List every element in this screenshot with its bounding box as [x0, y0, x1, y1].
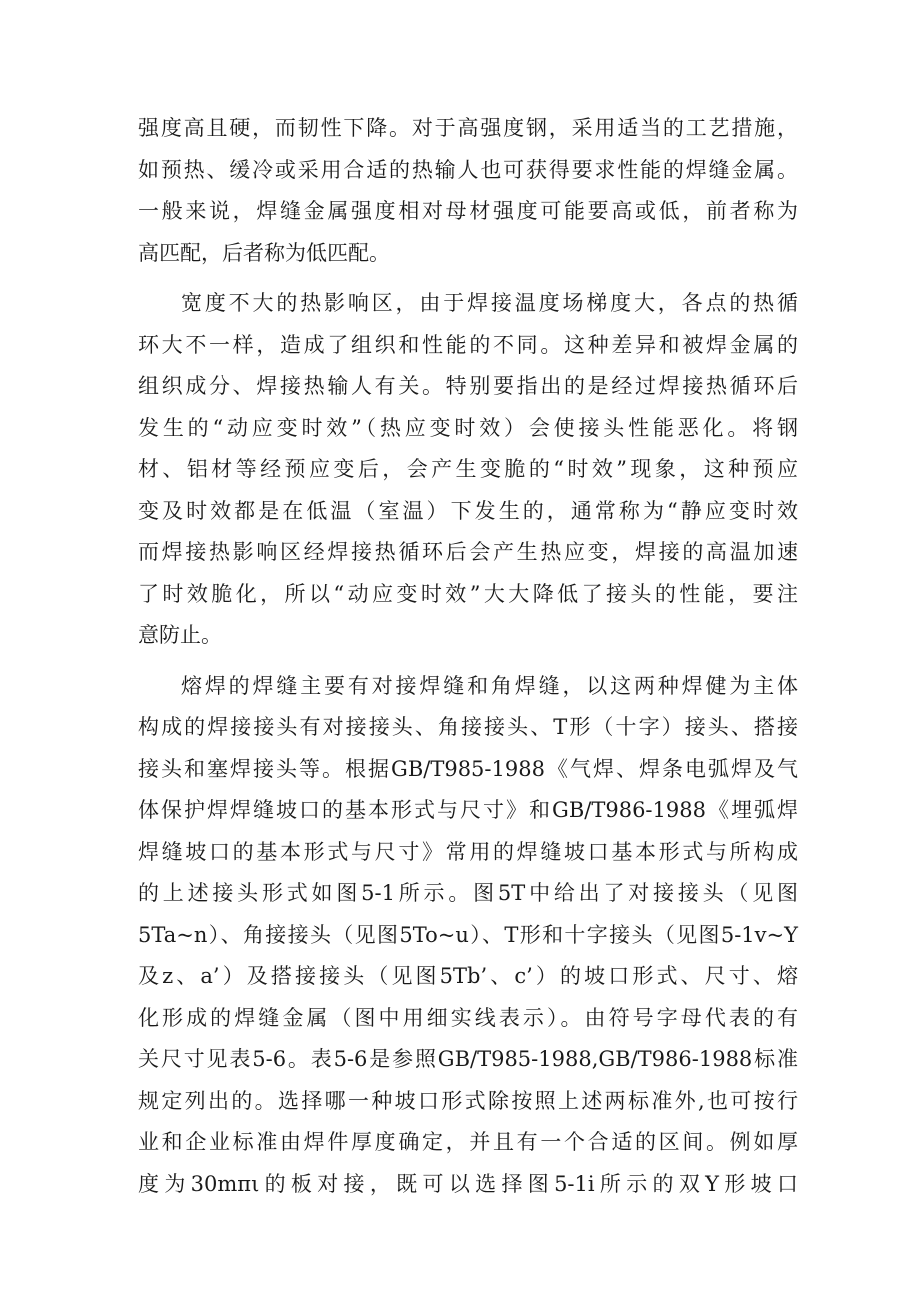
text-line: 高匹配，后者称为低匹配。: [138, 240, 390, 265]
text-line: 焊缝坡口的基本形式与尺寸》常用的焊缝坡口基本形式与所构成: [138, 839, 798, 864]
text-line: 了时效脆化，所以“动应变时效”大大降低了接头的性能，要注: [138, 581, 798, 606]
text-line: 组织成分、焊接热输人有关。特别要指出的是经过焊接热循环后: [138, 374, 798, 398]
text-line: 一般来说，焊缝金属强度相对母材强度可能要高或低，前者称为: [138, 199, 798, 223]
body-text: [138, 108, 798, 1205]
text-line: 规定列出的。选择哪一种坡口形式除按照上述两标准外,也可按行: [138, 1088, 798, 1113]
text-line: 发生的“动应变时效”（热应变时效）会使接头性能恶化。将钢: [138, 415, 798, 440]
text-line: 度为30mπι的板对接，既可以选择图5-1i所示的双Y形坡口: [138, 1171, 798, 1196]
paragraph-1: [138, 108, 798, 274]
text-line: 熔焊的焊缝主要有对接焊缝和角焊缝，以这两种焊健为主体: [181, 673, 798, 698]
text-line: 意防止。: [138, 623, 222, 647]
text-line: 5Ta~n）、角接接头（见图5To~u）、T形和十字接头（见图5-1v~Y: [138, 922, 798, 947]
text-line: 关尺寸见表5-6。表5-6是参照GB/T985-1988,GB/T986-1988标准: [138, 1047, 798, 1071]
text-line: 如预热、缓冷或采用合适的热输人也可获得要求性能的焊缝金属。: [138, 157, 798, 182]
text-line: 化形成的焊缝金属（图中用细实线表示）。由符号字母代表的有: [138, 1005, 798, 1030]
paragraph-gap: [138, 274, 798, 283]
text-line: 材、铝材等经预应变后，会产生变脆的“时效”现象，这种预应: [138, 457, 798, 481]
paragraph-gap: [138, 657, 798, 666]
text-line: 构成的焊接接头有对接接头、角接接头、T形（十字）接头、搭接: [138, 715, 798, 739]
text-line: 而焊接热影响区经焊接热循环后会产生热应变，焊接的高温加速: [138, 540, 798, 564]
text-line: 体保护焊焊缝坡口的基本形式与尺寸》和GB/T986-1988《埋弧焊: [138, 798, 798, 822]
text-line: 的上述接头形式如图5-1所示。图5T中给出了对接接头（见图: [138, 881, 798, 905]
paragraph-2: [138, 283, 798, 657]
text-line: 变及时效都是在低温（室温）下发生的，通常称为“静应变时效: [138, 498, 798, 523]
text-line: 业和企业标准由焊件厚度确定，并且有一个合适的区间。例如厚: [138, 1130, 798, 1154]
text-line: 环大不一样，造成了组织和性能的不同。这种差异和被焊金属的: [138, 332, 798, 357]
paragraph-3: [138, 666, 798, 1206]
text-line: 及z、a’）及搭接接头（见图5Tb’、c’）的坡口形式、尺寸、熔: [138, 964, 798, 988]
text-line: 强度高且硬，而韧性下降。对于高强度钢，采用适当的工艺措施，: [138, 116, 798, 140]
text-line: 宽度不大的热影响区，由于焊接温度场梯度大，各点的热循: [181, 291, 798, 315]
text-line: 接头和塞焊接头等。根据GB/T985-1988《气焊、焊条电弧焊及气: [138, 756, 798, 781]
